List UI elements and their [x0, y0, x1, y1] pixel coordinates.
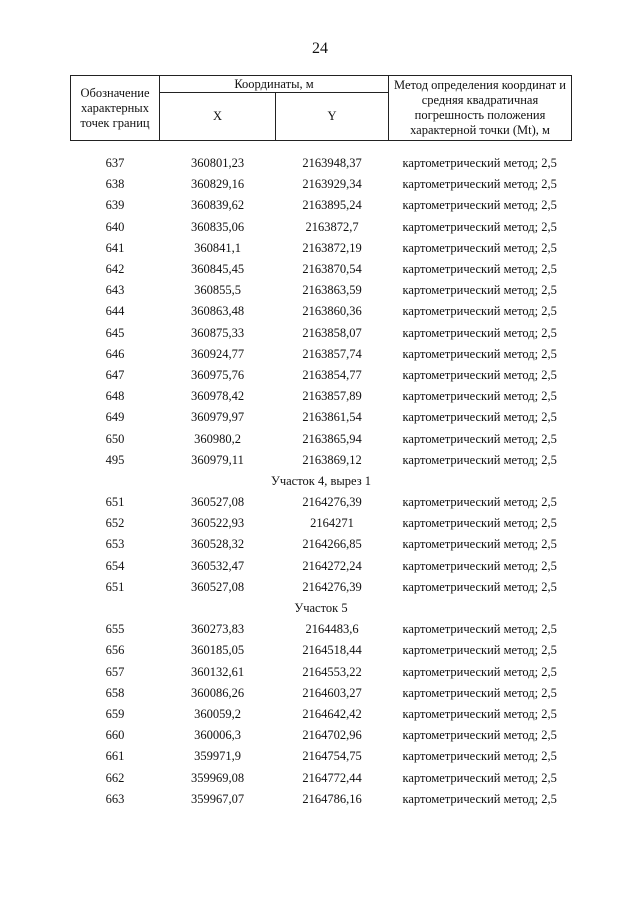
- table-row: [71, 407, 572, 428]
- table-row: [71, 217, 572, 238]
- x-coordinate-cell: 360801,23: [190, 156, 245, 171]
- x-coordinate-cell: 360979,97: [190, 410, 245, 425]
- method-cell: картометрический метод; 2,5: [402, 156, 557, 171]
- method-column-header: Метод определения координат и средняя квадратичная погрешность положения характерной точки (Mt), м: [389, 76, 572, 141]
- table-row: [71, 153, 572, 174]
- table-row: [71, 428, 572, 449]
- method-cell: картометрический метод; 2,5: [402, 262, 557, 277]
- method-cell: картометрический метод; 2,5: [402, 346, 557, 361]
- y-coordinate-cell: 2164518,44: [302, 643, 362, 658]
- table-row: [71, 259, 572, 280]
- x-coordinate-cell: 360086,26: [190, 685, 245, 700]
- table-row: [71, 323, 572, 344]
- y-coordinate-cell: 2163858,07: [302, 325, 362, 340]
- method-cell: картометрический метод; 2,5: [402, 622, 557, 637]
- coordinates-table: [70, 75, 572, 810]
- method-cell: картометрический метод; 2,5: [402, 198, 557, 213]
- method-cell: картометрический метод; 2,5: [402, 770, 557, 785]
- y-coordinate-cell: 2164276,39: [302, 495, 362, 510]
- point-id-cell: 661: [105, 749, 125, 764]
- table-row: [71, 704, 572, 725]
- method-cell: картометрический метод; 2,5: [402, 728, 557, 743]
- method-cell: картометрический метод; 2,5: [402, 558, 557, 573]
- table-row: [71, 301, 572, 322]
- y-coordinate-cell: 2163860,36: [302, 304, 362, 319]
- method-cell: картометрический метод; 2,5: [402, 495, 557, 510]
- point-id-cell: 649: [105, 410, 125, 425]
- table-row: [71, 195, 572, 216]
- method-cell: картометрический метод; 2,5: [402, 389, 557, 404]
- y-coordinate-cell: 2164642,42: [302, 706, 362, 721]
- method-cell: картометрический метод; 2,5: [402, 410, 557, 425]
- x-coordinate-cell: 360527,08: [190, 579, 245, 594]
- y-coordinate-cell: 2164754,75: [302, 749, 362, 764]
- x-coordinate-cell: 360978,42: [190, 389, 245, 404]
- table-row: [71, 556, 572, 577]
- y-coordinate-cell: 2163865,94: [302, 431, 362, 446]
- x-coordinate-cell: 359971,9: [194, 749, 241, 764]
- point-id-cell: 651: [105, 495, 125, 510]
- x-coordinate-cell: 360835,06: [190, 219, 245, 234]
- method-cell: картометрический метод; 2,5: [402, 749, 557, 764]
- point-id-cell: 663: [105, 791, 125, 806]
- point-id-cell: 657: [105, 664, 125, 679]
- table-row: [71, 174, 572, 195]
- table-row: [71, 513, 572, 534]
- x-coordinate-cell: 360841,1: [194, 240, 241, 255]
- y-coordinate-cell: 2163872,19: [302, 240, 362, 255]
- y-coordinate-cell: 2163870,54: [302, 262, 362, 277]
- y-coordinate-cell: 2163857,74: [302, 346, 362, 361]
- y-coordinate-cell: 2164276,39: [302, 579, 362, 594]
- y-coordinate-cell: 2163854,77: [302, 367, 362, 382]
- method-cell: картометрический метод; 2,5: [402, 452, 557, 467]
- x-coordinate-cell: 360532,47: [190, 558, 245, 573]
- table-row: [71, 683, 572, 704]
- x-coordinate-cell: 360829,16: [190, 177, 245, 192]
- page-number: 24: [312, 40, 328, 57]
- table-row: [71, 450, 572, 471]
- x-coordinate-cell: 360875,33: [190, 325, 245, 340]
- point-id-cell: 651: [105, 579, 125, 594]
- y-coordinate-cell: 2164553,22: [302, 664, 362, 679]
- x-coordinate-cell: 360975,76: [190, 367, 245, 382]
- section-row: [71, 471, 572, 492]
- y-coordinate-cell: 2163929,34: [302, 177, 362, 192]
- y-coordinate-cell: 2164266,85: [302, 537, 362, 552]
- method-cell: картометрический метод; 2,5: [402, 283, 557, 298]
- y-coordinate-cell: 2163948,37: [302, 156, 362, 171]
- x-coordinate-cell: 360924,77: [190, 346, 245, 361]
- x-coordinate-cell: 360185,05: [190, 643, 245, 658]
- table-row: [71, 492, 572, 513]
- y-coordinate-cell: 2163895,24: [302, 198, 362, 213]
- table-row: [71, 280, 572, 301]
- y-coordinate-cell: 2163872,7: [305, 219, 359, 234]
- y-coordinate-cell: 2164786,16: [302, 791, 362, 806]
- point-id-cell: 644: [105, 304, 125, 319]
- point-id-cell: 639: [105, 198, 125, 213]
- y-coordinate-cell: 2163857,89: [302, 389, 362, 404]
- point-id-cell: 648: [105, 389, 125, 404]
- x-coordinate-cell: 360273,83: [190, 622, 245, 637]
- table-row: [71, 746, 572, 767]
- point-id-cell: 659: [105, 706, 125, 721]
- method-cell: картометрический метод; 2,5: [402, 685, 557, 700]
- point-id-cell: 642: [105, 262, 125, 277]
- table-header: [71, 76, 572, 141]
- method-cell: картометрический метод; 2,5: [402, 240, 557, 255]
- point-column-header: Обозначение характерных точек границ: [71, 76, 160, 141]
- section-row: [71, 598, 572, 619]
- method-cell: картометрический метод; 2,5: [402, 304, 557, 319]
- point-id-cell: 647: [105, 367, 125, 382]
- x-column-header: X: [160, 93, 276, 141]
- x-coordinate-cell: 360006,3: [194, 728, 241, 743]
- method-cell: картометрический метод; 2,5: [402, 537, 557, 552]
- point-id-cell: 641: [105, 240, 125, 255]
- method-cell: картометрический метод; 2,5: [402, 325, 557, 340]
- table-row: [71, 365, 572, 386]
- method-cell: картометрический метод; 2,5: [402, 791, 557, 806]
- point-id-cell: 645: [105, 325, 125, 340]
- x-coordinate-cell: 360132,61: [190, 664, 245, 679]
- table-body: [71, 141, 572, 810]
- section-title: Участок 4, вырез 1: [270, 473, 372, 488]
- point-id-cell: 650: [105, 431, 125, 446]
- point-id-cell: 640: [105, 219, 125, 234]
- table-row: [71, 662, 572, 683]
- point-id-cell: 646: [105, 346, 125, 361]
- table-row: [71, 789, 572, 810]
- point-id-cell: 652: [105, 516, 125, 531]
- method-cell: картометрический метод; 2,5: [402, 516, 557, 531]
- method-cell: картометрический метод; 2,5: [402, 579, 557, 594]
- x-coordinate-cell: 360522,93: [190, 516, 245, 531]
- point-id-cell: 655: [105, 622, 125, 637]
- x-coordinate-cell: 360527,08: [190, 495, 245, 510]
- table-row: [71, 725, 572, 746]
- table-row: [71, 767, 572, 788]
- table-row: [71, 577, 572, 598]
- method-cell: картометрический метод; 2,5: [402, 219, 557, 234]
- y-coordinate-cell: 2164272,24: [302, 558, 362, 573]
- y-coordinate-cell: 2164483,6: [305, 622, 359, 637]
- y-coordinate-cell: 2163869,12: [302, 452, 362, 467]
- point-id-cell: 638: [105, 177, 125, 192]
- table-row: [71, 534, 572, 555]
- x-coordinate-cell: 359969,08: [190, 770, 245, 785]
- point-id-cell: 654: [105, 558, 125, 573]
- point-id-cell: 637: [105, 156, 125, 171]
- y-column-header: Y: [276, 93, 389, 141]
- x-coordinate-cell: 360528,32: [190, 537, 245, 552]
- x-coordinate-cell: 360979,11: [191, 452, 244, 467]
- x-coordinate-cell: 359967,07: [190, 791, 245, 806]
- table-row: [71, 619, 572, 640]
- y-coordinate-cell: 2164271: [310, 516, 354, 531]
- method-cell: картометрический метод; 2,5: [402, 706, 557, 721]
- x-coordinate-cell: 360855,5: [194, 283, 241, 298]
- table-row: [71, 386, 572, 407]
- y-coordinate-cell: 2163863,59: [302, 283, 362, 298]
- table-row: [71, 640, 572, 661]
- point-id-cell: 656: [105, 643, 125, 658]
- point-id-cell: 653: [105, 537, 125, 552]
- y-coordinate-cell: 2164702,96: [302, 728, 362, 743]
- method-cell: картометрический метод; 2,5: [402, 643, 557, 658]
- x-coordinate-cell: 360059,2: [194, 706, 241, 721]
- point-id-cell: 495: [105, 452, 125, 467]
- point-id-cell: 643: [105, 283, 125, 298]
- method-cell: картометрический метод; 2,5: [402, 177, 557, 192]
- x-coordinate-cell: 360980,2: [194, 431, 241, 446]
- method-cell: картометрический метод; 2,5: [402, 664, 557, 679]
- table-row: [71, 238, 572, 259]
- section-title: Участок 5: [294, 601, 348, 616]
- method-cell: картометрический метод; 2,5: [402, 431, 557, 446]
- y-coordinate-cell: 2164603,27: [302, 685, 362, 700]
- table-row: [71, 344, 572, 365]
- x-coordinate-cell: 360863,48: [190, 304, 245, 319]
- point-id-cell: 662: [105, 770, 125, 785]
- x-coordinate-cell: 360845,45: [190, 262, 245, 277]
- point-id-cell: 658: [105, 685, 125, 700]
- point-id-cell: 660: [105, 728, 125, 743]
- x-coordinate-cell: 360839,62: [190, 198, 245, 213]
- method-cell: картометрический метод; 2,5: [402, 367, 557, 382]
- y-coordinate-cell: 2164772,44: [302, 770, 362, 785]
- y-coordinate-cell: 2163861,54: [302, 410, 362, 425]
- coordinates-column-header: Координаты, м: [160, 76, 389, 93]
